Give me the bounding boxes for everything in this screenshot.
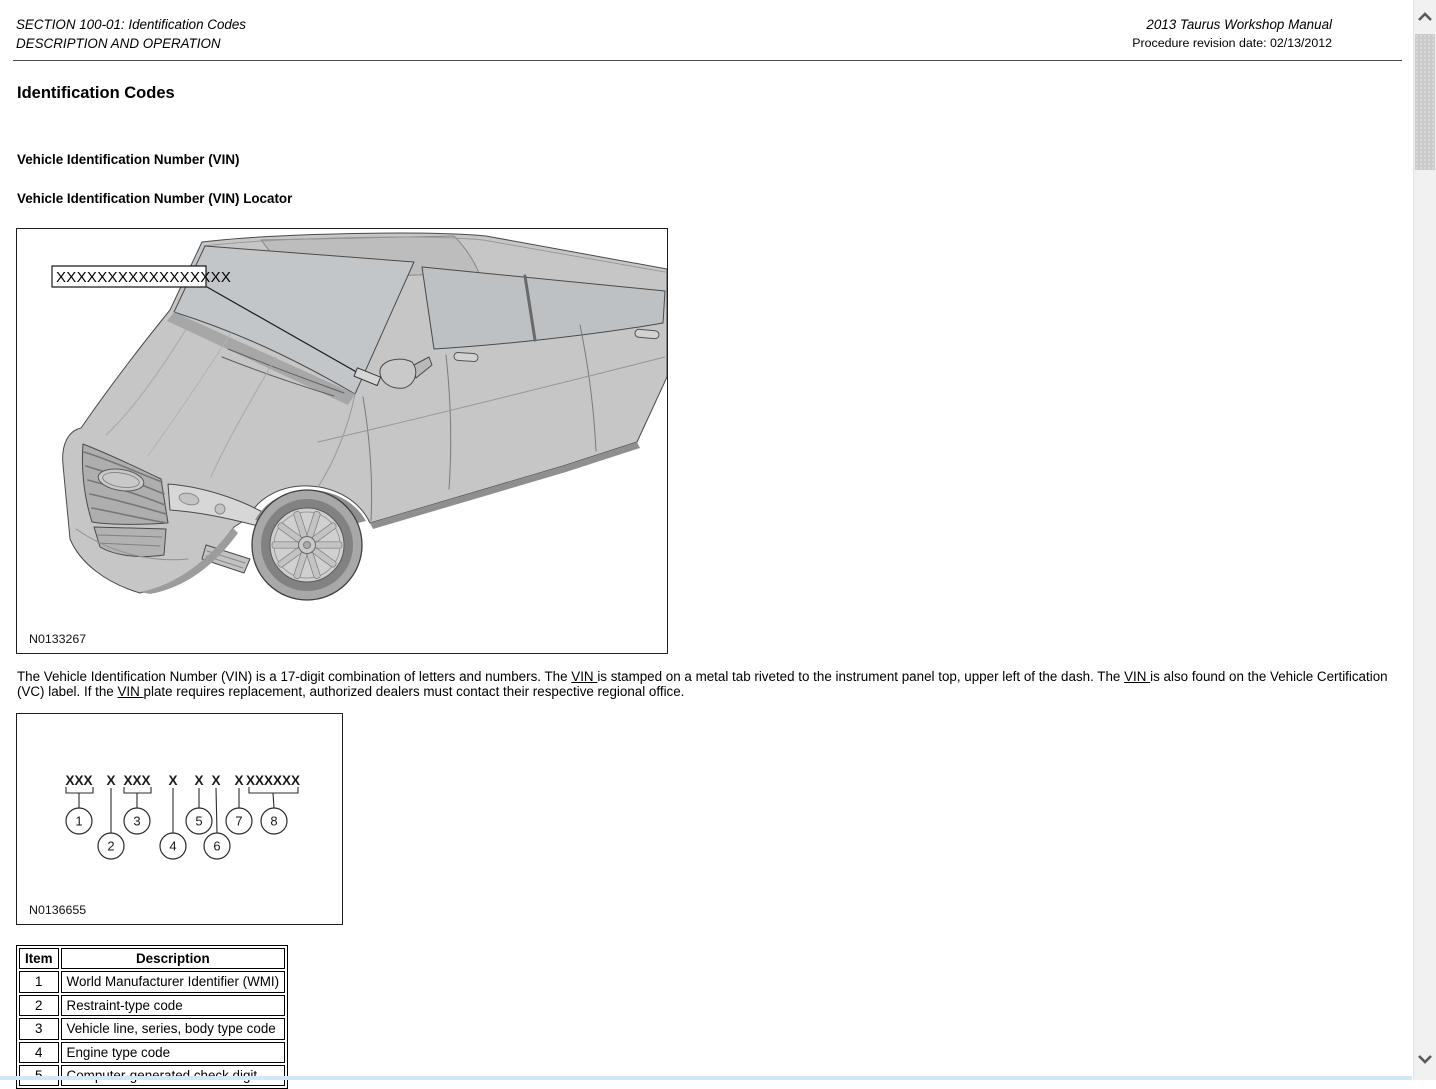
callout-number: 6 [213, 838, 221, 854]
vin-group-label: X [106, 773, 116, 788]
table-header-cell: Item [19, 948, 59, 969]
callout-number: 4 [169, 838, 177, 854]
scroll-up-button[interactable] [1414, 2, 1436, 32]
paragraph-text: The Vehicle Identification Number (VIN) is a 17-digit combination of letters and numbers. The [17, 669, 572, 684]
vin-group-label: X [168, 773, 178, 788]
vin-group-label: X [211, 773, 221, 788]
callout-number: 5 [195, 813, 203, 829]
heading-vin-locator: Vehicle Identification Number (VIN) Locator [17, 191, 293, 206]
vertical-scrollbar[interactable] [1413, 0, 1436, 1080]
item-cell: 4 [19, 1042, 59, 1063]
figure-id: N0136655 [29, 903, 87, 917]
description-cell: Restraint-type code [61, 995, 286, 1016]
paragraph-text: is stamped on a metal tab riveted to the instrument panel top, upper left of the dash. The [597, 669, 1125, 684]
table-row [19, 971, 285, 992]
scroll-down-button[interactable] [1414, 1044, 1436, 1074]
vin-group-label: X [234, 773, 244, 788]
item-cell: 3 [19, 1018, 59, 1039]
callout-number: 8 [270, 813, 278, 829]
vin-link[interactable]: VIN [1124, 669, 1151, 684]
figure-id: N0133267 [29, 632, 87, 646]
vin-breakdown-diagram [17, 714, 342, 924]
vin-link[interactable]: VIN [117, 684, 144, 700]
figure-vin-locator [16, 228, 668, 654]
car-illustration [17, 229, 667, 653]
vin-code-table [16, 945, 288, 1089]
revision-date: Procedure revision date: 02/13/2012 [1132, 36, 1332, 50]
doc-header-left [16, 16, 246, 53]
manual-title: 2013 Taurus Workshop Manual [1146, 17, 1332, 32]
vin-plate-label: XXXXXXXXXXXXXXXXX [56, 269, 232, 286]
table-row [19, 1042, 285, 1063]
callout-line [216, 788, 217, 833]
heading-vin: Vehicle Identification Number (VIN) [17, 152, 240, 167]
chevron-up-icon [1416, 10, 1434, 24]
table-row [19, 1018, 285, 1039]
vin-group-label: XXX [65, 773, 93, 788]
scrollbar-thumb[interactable] [1415, 34, 1435, 170]
paragraph-text: (VC) label. If the [17, 684, 118, 700]
header-divider [13, 60, 1402, 61]
page-title: Identification Codes [17, 84, 175, 102]
vin-link[interactable]: VIN [571, 669, 598, 684]
subsection-title: DESCRIPTION AND OPERATION [16, 35, 221, 51]
paragraph-text: plate requires replacement, authorized dealers must contact their respective regional office. [143, 684, 685, 700]
callout-number: 2 [107, 838, 115, 854]
callout-number: 3 [133, 813, 141, 829]
description-cell: Engine type code [61, 1042, 286, 1063]
bottom-edge-strip [0, 1076, 1412, 1080]
callout-line [273, 793, 274, 808]
vin-group-label: XXXXXX [245, 773, 301, 788]
callout-number: 7 [235, 813, 243, 829]
paragraph-text: is also found on the Vehicle Certification [1150, 669, 1388, 684]
callout-number: 1 [75, 813, 83, 829]
vin-group-label: X [194, 773, 204, 788]
item-cell: 2 [19, 995, 59, 1016]
description-cell: World Manufacturer Identifier (WMI) [61, 971, 286, 992]
table-header-cell: Description [61, 948, 286, 969]
description-cell: Vehicle line, series, body type code [61, 1018, 286, 1039]
table-header-row [19, 948, 285, 969]
figure-vin-breakdown [16, 713, 343, 925]
vin-group-label: XXX [123, 773, 151, 788]
chevron-down-icon [1416, 1052, 1434, 1066]
table-row [19, 995, 285, 1016]
section-title: SECTION 100-01: Identification Codes [16, 17, 246, 32]
doc-header-right [1132, 16, 1332, 52]
item-cell: 1 [19, 971, 59, 992]
vin-description-paragraph [17, 669, 1407, 700]
